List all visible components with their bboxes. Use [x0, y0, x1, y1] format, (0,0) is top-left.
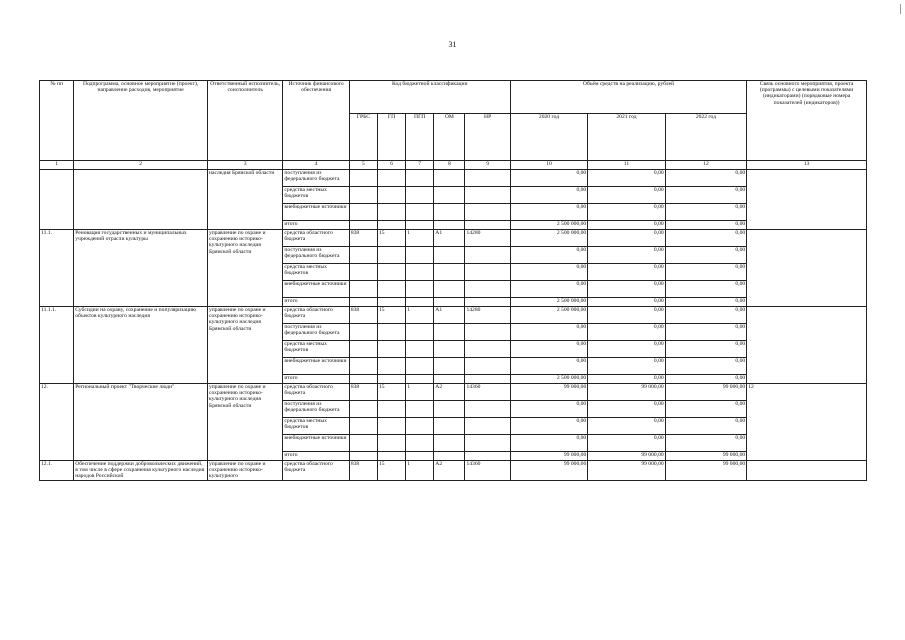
amount-2020-cell: 2 500 000,00 — [510, 307, 587, 324]
grbs-cell — [349, 298, 377, 307]
header-indicator-link: Связь основного мероприятия, проекта (программы) с целевыми показателями (индикаторами) (порядковые номера показателей (индикаторов)) — [747, 81, 867, 161]
om-cell — [434, 170, 465, 187]
column-number: 12 — [665, 161, 747, 170]
amount-2020-cell: 2 500 000,00 — [510, 375, 587, 384]
funding-source-cell: средства областного бюджета — [283, 307, 349, 324]
amount-2022-cell: 0,00 — [665, 187, 747, 204]
amount-2020-cell: 0,00 — [510, 435, 587, 452]
pgp-cell — [406, 375, 434, 384]
column-number: 3 — [207, 161, 282, 170]
funding-source-cell: поступления из федерального бюджета — [283, 170, 349, 187]
header-executor: Ответственный исполнитель, соисполнитель — [207, 81, 282, 161]
nr-cell — [465, 452, 510, 461]
nr-cell: 14360 — [465, 461, 510, 481]
nr-cell — [465, 418, 510, 435]
om-cell: А1 — [434, 307, 465, 324]
funding-source-cell: поступления из федерального бюджета — [283, 247, 349, 264]
amount-2021-cell: 99 000,00 — [588, 384, 665, 401]
gp-cell — [377, 204, 405, 221]
amount-2020-cell: 2 500 000,00 — [510, 298, 587, 307]
funding-source-cell: итого — [283, 375, 349, 384]
header-om: ОМ — [434, 114, 465, 161]
amount-2021-cell: 0,00 — [588, 281, 665, 298]
header-year-2022: 2022 год — [665, 114, 747, 161]
grbs-cell — [349, 401, 377, 418]
om-cell — [434, 452, 465, 461]
grbs-cell — [349, 358, 377, 375]
amount-2020-cell: 99 000,00 — [510, 452, 587, 461]
funding-source-cell: средства областного бюджета — [283, 230, 349, 247]
amount-2022-cell: 99 000,00 — [665, 461, 747, 481]
gp-cell — [377, 452, 405, 461]
amount-2021-cell: 0,00 — [588, 307, 665, 324]
header-code-group: Код бюджетной классификации — [349, 81, 510, 114]
nr-cell — [465, 221, 510, 230]
header-volume-group: Объём средств на реализацию, рублей — [510, 81, 746, 114]
indicator-link-cell — [747, 170, 867, 230]
pgp-cell — [406, 221, 434, 230]
amount-2021-cell: 0,00 — [588, 187, 665, 204]
amount-2021-cell: 0,00 — [588, 375, 665, 384]
column-number: 2 — [74, 161, 208, 170]
gp-cell — [377, 324, 405, 341]
funding-source-cell: внебюджетные источники — [283, 435, 349, 452]
amount-2020-cell: 0,00 — [510, 264, 587, 281]
gp-cell — [377, 418, 405, 435]
om-cell — [434, 358, 465, 375]
amount-2022-cell: 0,00 — [665, 230, 747, 247]
amount-2022-cell: 0,00 — [665, 170, 747, 187]
nr-cell: 14280 — [465, 307, 510, 324]
pgp-cell — [406, 452, 434, 461]
amount-2022-cell: 0,00 — [665, 341, 747, 358]
om-cell — [434, 247, 465, 264]
om-cell: А2 — [434, 384, 465, 401]
gp-cell — [377, 358, 405, 375]
activity-name-cell: Обеспечение поддержки добровольческих движений, в том числе в сфере сохранения культурного наследия народов Российской — [74, 461, 208, 481]
column-number: 8 — [434, 161, 465, 170]
column-number: 6 — [377, 161, 405, 170]
om-cell — [434, 187, 465, 204]
header-year-2020: 2020 год — [510, 114, 587, 161]
pgp-cell: 1 — [406, 384, 434, 401]
om-cell: А2 — [434, 461, 465, 481]
pgp-cell: 1 — [406, 307, 434, 324]
pgp-cell: 1 — [406, 230, 434, 247]
amount-2022-cell: 0,00 — [665, 375, 747, 384]
amount-2020-cell: 0,00 — [510, 281, 587, 298]
om-cell — [434, 401, 465, 418]
executor-cell: наследия Брянской области — [207, 170, 282, 230]
gp-cell: 15 — [377, 461, 405, 481]
amount-2021-cell: 0,00 — [588, 170, 665, 187]
nr-cell — [465, 298, 510, 307]
row-number-cell: 12.1. — [40, 461, 74, 481]
nr-cell — [465, 204, 510, 221]
om-cell — [434, 324, 465, 341]
executor-cell: управление по охране и сохранению историко-культурного наследия Брянской области — [207, 384, 282, 461]
header-grbs: ГРБС — [349, 114, 377, 161]
funding-source-cell: средства местных бюджетов — [283, 187, 349, 204]
column-number: 13 — [747, 161, 867, 170]
grbs-cell: 838 — [349, 230, 377, 247]
gp-cell — [377, 341, 405, 358]
funding-source-cell: средства местных бюджетов — [283, 264, 349, 281]
funding-source-cell: итого — [283, 452, 349, 461]
om-cell — [434, 418, 465, 435]
amount-2020-cell: 0,00 — [510, 170, 587, 187]
nr-cell — [465, 187, 510, 204]
page-number: 31 — [448, 40, 457, 49]
pgp-cell — [406, 341, 434, 358]
grbs-cell — [349, 418, 377, 435]
amount-2021-cell: 99 000,00 — [588, 452, 665, 461]
header-gp: ГП — [377, 114, 405, 161]
om-cell — [434, 341, 465, 358]
pgp-cell — [406, 204, 434, 221]
amount-2021-cell: 0,00 — [588, 324, 665, 341]
executor-cell: управление по охране и сохранению историко-культурного наследия Брянской области — [207, 307, 282, 384]
amount-2020-cell: 0,00 — [510, 358, 587, 375]
header-name: Подпрограмма, основное мероприятие (проект), направление расходов, мероприятие — [74, 81, 208, 161]
amount-2020-cell: 99 000,00 — [510, 461, 587, 481]
grbs-cell: 838 — [349, 384, 377, 401]
column-number: 11 — [588, 161, 665, 170]
amount-2020-cell: 0,00 — [510, 187, 587, 204]
indicator-link-cell — [747, 461, 867, 481]
grbs-cell — [349, 170, 377, 187]
amount-2021-cell: 0,00 — [588, 298, 665, 307]
pgp-cell — [406, 401, 434, 418]
grbs-cell — [349, 264, 377, 281]
header-num: № пп — [40, 81, 74, 161]
grbs-cell — [349, 281, 377, 298]
amount-2021-cell: 0,00 — [588, 435, 665, 452]
funding-source-cell: средства местных бюджетов — [283, 341, 349, 358]
activity-name-cell — [74, 170, 208, 230]
amount-2022-cell: 0,00 — [665, 281, 747, 298]
grbs-cell: 838 — [349, 461, 377, 481]
om-cell — [434, 221, 465, 230]
nr-cell — [465, 358, 510, 375]
activity-name-cell: Реновация государственных и муниципальных учреждений отрасли культуры — [74, 230, 208, 307]
column-number: 1 — [40, 161, 74, 170]
funding-source-cell: средства местных бюджетов — [283, 418, 349, 435]
indicator-link-cell — [747, 230, 867, 307]
nr-cell — [465, 401, 510, 418]
nr-cell — [465, 435, 510, 452]
amount-2022-cell: 0,00 — [665, 358, 747, 375]
funding-source-cell: внебюджетные источники — [283, 358, 349, 375]
header-nr: НР — [465, 114, 510, 161]
header-pgp: ПГП — [406, 114, 434, 161]
table-row — [40, 230, 867, 247]
amount-2020-cell: 0,00 — [510, 401, 587, 418]
grbs-cell — [349, 435, 377, 452]
amount-2021-cell: 0,00 — [588, 358, 665, 375]
amount-2022-cell: 99 000,00 — [665, 452, 747, 461]
pgp-cell: 1 — [406, 461, 434, 481]
executor-cell: управление по охране и сохранению историко-культурного — [207, 461, 282, 481]
nr-cell: 14280 — [465, 230, 510, 247]
om-cell — [434, 435, 465, 452]
amount-2022-cell: 0,00 — [665, 264, 747, 281]
gp-cell — [377, 264, 405, 281]
gp-cell — [377, 187, 405, 204]
om-cell — [434, 264, 465, 281]
nr-cell — [465, 324, 510, 341]
gp-cell — [377, 375, 405, 384]
amount-2022-cell: 0,00 — [665, 435, 747, 452]
pgp-cell — [406, 281, 434, 298]
amount-2022-cell: 0,00 — [665, 204, 747, 221]
funding-source-cell: внебюджетные источники — [283, 281, 349, 298]
grbs-cell — [349, 247, 377, 264]
amount-2022-cell: 0,00 — [665, 307, 747, 324]
grbs-cell — [349, 341, 377, 358]
column-number-row — [40, 161, 867, 170]
row-number-cell — [40, 170, 74, 230]
amount-2020-cell: 2 500 000,00 — [510, 230, 587, 247]
table-row — [40, 307, 867, 324]
grbs-cell — [349, 221, 377, 230]
amount-2021-cell: 0,00 — [588, 230, 665, 247]
amount-2022-cell: 0,00 — [665, 298, 747, 307]
pgp-cell — [406, 418, 434, 435]
row-number-cell: 11.1. — [40, 230, 74, 307]
amount-2021-cell: 0,00 — [588, 418, 665, 435]
table-row — [40, 461, 867, 481]
funding-source-cell: внебюджетные источники — [283, 204, 349, 221]
grbs-cell — [349, 375, 377, 384]
grbs-cell — [349, 187, 377, 204]
gp-cell — [377, 435, 405, 452]
gp-cell — [377, 401, 405, 418]
nr-cell — [465, 247, 510, 264]
edge-mark — [900, 4, 901, 14]
gp-cell — [377, 281, 405, 298]
amount-2020-cell: 99 000,00 — [510, 384, 587, 401]
table-row — [40, 384, 867, 401]
activity-name-cell: Субсидии на охрану, сохранение и популяризацию объектов культурного наследия — [74, 307, 208, 384]
pgp-cell — [406, 324, 434, 341]
amount-2021-cell: 0,00 — [588, 247, 665, 264]
pgp-cell — [406, 170, 434, 187]
indicator-link-cell — [747, 307, 867, 384]
amount-2022-cell: 0,00 — [665, 401, 747, 418]
amount-2020-cell: 0,00 — [510, 418, 587, 435]
column-number: 9 — [465, 161, 510, 170]
funding-source-cell: итого — [283, 298, 349, 307]
amount-2021-cell: 0,00 — [588, 221, 665, 230]
indicator-link-cell: 12 — [747, 384, 867, 461]
amount-2022-cell: 0,00 — [665, 418, 747, 435]
row-number-cell: 12. — [40, 384, 74, 461]
amount-2021-cell: 99 000,00 — [588, 461, 665, 481]
funding-source-cell: итого — [283, 221, 349, 230]
funding-source-cell: средства областного бюджета — [283, 461, 349, 481]
om-cell — [434, 298, 465, 307]
amount-2020-cell: 0,00 — [510, 341, 587, 358]
amount-2020-cell: 0,00 — [510, 324, 587, 341]
grbs-cell — [349, 204, 377, 221]
amount-2020-cell: 0,00 — [510, 247, 587, 264]
pgp-cell — [406, 187, 434, 204]
gp-cell: 15 — [377, 307, 405, 324]
nr-cell — [465, 375, 510, 384]
gp-cell: 15 — [377, 384, 405, 401]
nr-cell — [465, 264, 510, 281]
nr-cell — [465, 341, 510, 358]
pgp-cell — [406, 264, 434, 281]
amount-2022-cell: 99 000,00 — [665, 384, 747, 401]
gp-cell — [377, 170, 405, 187]
executor-cell: управление по охране и сохранению историко-культурного наследия Брянской области — [207, 230, 282, 307]
pgp-cell — [406, 435, 434, 452]
nr-cell — [465, 281, 510, 298]
amount-2021-cell: 0,00 — [588, 401, 665, 418]
funding-source-cell: поступления из федерального бюджета — [283, 401, 349, 418]
amount-2020-cell: 0,00 — [510, 204, 587, 221]
funding-source-cell: поступления из федерального бюджета — [283, 324, 349, 341]
grbs-cell — [349, 324, 377, 341]
header-source: Источник финансового обеспечения — [283, 81, 349, 161]
om-cell — [434, 281, 465, 298]
amount-2022-cell: 0,00 — [665, 324, 747, 341]
pgp-cell — [406, 247, 434, 264]
gp-cell — [377, 221, 405, 230]
row-number-cell: 11.1.1. — [40, 307, 74, 384]
nr-cell: 14360 — [465, 384, 510, 401]
grbs-cell: 838 — [349, 307, 377, 324]
amount-2020-cell: 2 500 000,00 — [510, 221, 587, 230]
header-year-2021: 2021 год — [588, 114, 665, 161]
om-cell — [434, 375, 465, 384]
om-cell — [434, 204, 465, 221]
column-number: 10 — [510, 161, 587, 170]
gp-cell — [377, 298, 405, 307]
gp-cell: 15 — [377, 230, 405, 247]
column-number: 7 — [406, 161, 434, 170]
nr-cell — [465, 170, 510, 187]
pgp-cell — [406, 298, 434, 307]
grbs-cell — [349, 452, 377, 461]
amount-2021-cell: 0,00 — [588, 264, 665, 281]
om-cell: А1 — [434, 230, 465, 247]
gp-cell — [377, 247, 405, 264]
pgp-cell — [406, 358, 434, 375]
amount-2021-cell: 0,00 — [588, 341, 665, 358]
funding-source-cell: средства областного бюджета — [283, 384, 349, 401]
amount-2022-cell: 0,00 — [665, 247, 747, 264]
budget-table-body — [40, 170, 867, 481]
budget-table — [39, 80, 867, 481]
amount-2021-cell: 0,00 — [588, 204, 665, 221]
activity-name-cell: Региональный проект "Творческие люди" — [74, 384, 208, 461]
column-number: 4 — [283, 161, 349, 170]
table-row — [40, 170, 867, 187]
column-number: 5 — [349, 161, 377, 170]
amount-2022-cell: 0,00 — [665, 221, 747, 230]
